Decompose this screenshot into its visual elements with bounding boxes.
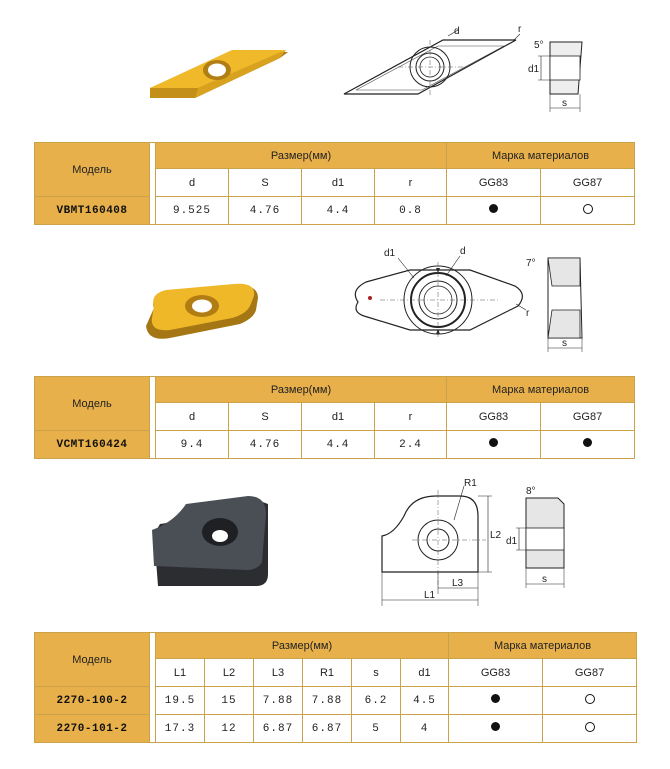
col-head: s	[352, 659, 401, 687]
2270-spec-table	[34, 632, 637, 743]
2270-label-d1: d1	[506, 536, 518, 547]
vbmt-insert-image	[140, 40, 300, 110]
table-row	[35, 197, 635, 225]
2270-label-L3: L3	[452, 578, 464, 589]
size-header: Размер(мм)	[156, 633, 449, 659]
2270-top-view-drawing	[374, 476, 504, 606]
vbmt-label-d1: d1	[528, 64, 540, 75]
size-value: 7.88	[254, 687, 303, 715]
model-value: VBMT160408	[35, 197, 150, 225]
2270-label-L1: L1	[424, 590, 436, 601]
size-value: 0.8	[375, 197, 447, 225]
size-value: 7.88	[303, 687, 352, 715]
col-head: d1	[302, 169, 375, 197]
vcmt-side-view-drawing	[526, 248, 600, 356]
2270-label-s: s	[542, 574, 547, 585]
model-value: 2270-100-2	[35, 687, 150, 715]
2270-insert-image	[148, 494, 278, 594]
grade-mark-icon	[489, 204, 498, 213]
vcmt-label-angle: 7°	[526, 258, 536, 269]
vcmt-label-d: d	[460, 246, 466, 257]
model-header: Модель	[35, 377, 150, 431]
vcmt-label-r: r	[526, 308, 530, 319]
model-value: 2270-101-2	[35, 715, 150, 743]
grade-mark-icon	[491, 722, 500, 731]
size-value: 6.87	[254, 715, 303, 743]
grade-header: Марка материалов	[449, 633, 637, 659]
grade-mark-icon	[585, 694, 595, 704]
table-row	[35, 431, 635, 459]
col-head: r	[375, 169, 447, 197]
table-row	[35, 687, 637, 715]
2270-label-L2: L2	[490, 530, 502, 541]
size-value: 12	[205, 715, 254, 743]
size-value: 2.4	[375, 431, 447, 459]
grade-mark-icon	[583, 204, 593, 214]
grade-col-head: GG87	[543, 659, 637, 687]
grade-mark-icon	[489, 438, 498, 447]
model-value: VCMT160424	[35, 431, 150, 459]
grade-col-head: GG87	[541, 403, 635, 431]
grade-col-head: GG83	[447, 169, 541, 197]
col-head: L3	[254, 659, 303, 687]
vcmt-label-d1: d1	[384, 248, 396, 259]
vbmt-label-d: d	[454, 26, 460, 37]
size-value: 9.4	[156, 431, 229, 459]
size-value: 4.4	[302, 431, 375, 459]
vbmt-side-view-drawing	[528, 32, 598, 122]
vcmt-top-view-drawing	[340, 242, 540, 352]
size-value: 15	[205, 687, 254, 715]
size-header: Размер(мм)	[156, 377, 447, 403]
model-header: Модель	[35, 633, 150, 687]
size-value: 6.2	[352, 687, 401, 715]
size-value: 5	[352, 715, 401, 743]
size-value: 4.4	[302, 197, 375, 225]
table-row	[35, 715, 637, 743]
vcmt-insert-image	[140, 280, 265, 350]
grade-col-head: GG83	[449, 659, 543, 687]
grade-header: Марка материалов	[447, 377, 635, 403]
col-head: d	[156, 169, 229, 197]
grade-col-head: GG87	[541, 169, 635, 197]
size-value: 4.76	[229, 197, 302, 225]
col-head: d1	[302, 403, 375, 431]
size-value: 9.525	[156, 197, 229, 225]
size-value: 4.76	[229, 431, 302, 459]
col-head: R1	[303, 659, 352, 687]
size-value: 6.87	[303, 715, 352, 743]
size-value: 4.5	[401, 687, 449, 715]
grade-col-head: GG83	[447, 403, 541, 431]
grade-mark-icon	[585, 722, 595, 732]
2270-label-R1: R1	[464, 478, 477, 489]
col-head: d	[156, 403, 229, 431]
size-value: 4	[401, 715, 449, 743]
vbmt-spec-table	[34, 142, 635, 225]
model-header: Модель	[35, 143, 150, 197]
size-value: 19.5	[156, 687, 205, 715]
2270-label-angle: 8°	[526, 486, 536, 497]
col-head: S	[229, 169, 302, 197]
col-head: S	[229, 403, 302, 431]
vbmt-label-angle: 5°	[534, 40, 544, 51]
col-head: L1	[156, 659, 205, 687]
col-head: r	[375, 403, 447, 431]
vcmt-spec-table	[34, 376, 635, 459]
col-head: L2	[205, 659, 254, 687]
size-header: Размер(мм)	[156, 143, 447, 169]
grade-mark-icon	[491, 694, 500, 703]
2270-side-view-drawing	[506, 484, 592, 594]
col-head: d1	[401, 659, 449, 687]
vbmt-label-r: r	[518, 24, 522, 35]
grade-header: Марка материалов	[447, 143, 635, 169]
grade-mark-icon	[583, 438, 592, 447]
size-value: 17.3	[156, 715, 205, 743]
vcmt-label-s: s	[562, 338, 567, 349]
vbmt-top-view-drawing	[338, 22, 528, 112]
vbmt-label-s: s	[562, 98, 567, 109]
